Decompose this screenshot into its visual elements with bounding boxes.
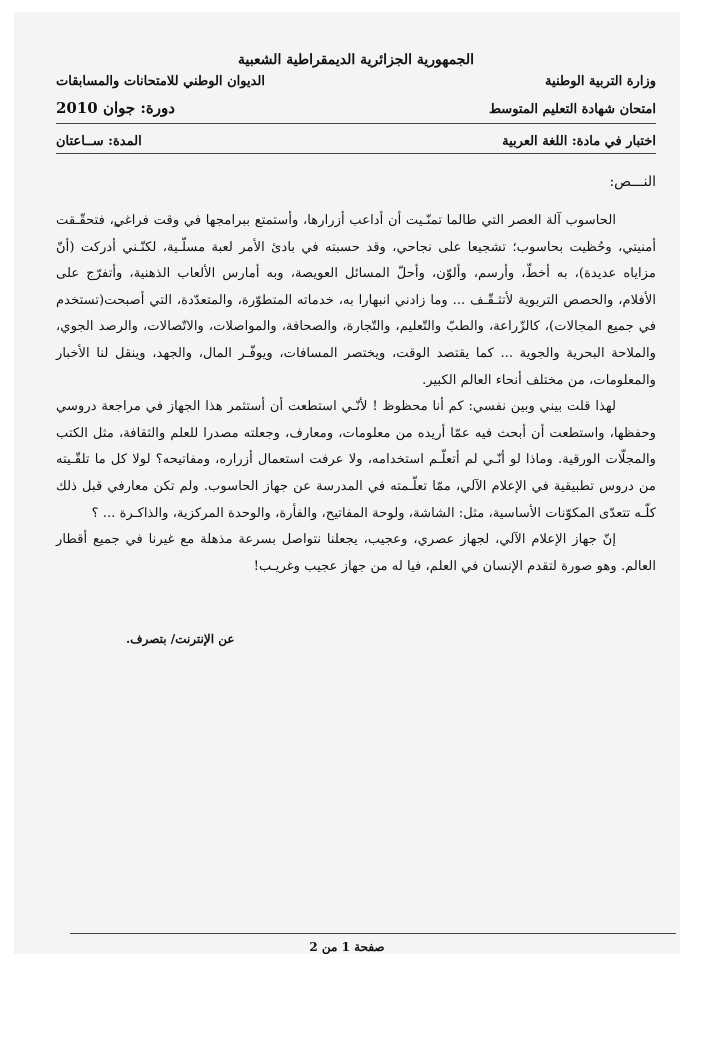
office-name: الديوان الوطني للامتحانات والمسابقات [56,74,265,89]
header-row-3 [56,134,656,149]
republic-title: الجمهورية الجزائرية الديمقراطية الشعبية [237,52,474,68]
text-label: النـــص: [609,174,656,190]
paragraph: الحاسوب آلة العصر التي طالما تمنّـيت أن أداعب أزرارها، وأستمتع ببرامجها في وقت فراغي، فتحقّـقت أمنيتي، وحُظيت بحاسوب؛ تشجيعا على نجاحي، وقد حسبته في بادئ الأمر لعبة مسلّـية، لكنّـني أدركت (أنّ مزاياه عديدة)، به أخطّ، وأرسم، وألوّن، وأحلّ المسائل العويصة، وبه أمارس الألعاب الذهنية، وأتفرّج على الأفلام، والحصص التربوية لأتثـقّـف ... وما زادني انبهارا به، خدماته المتطوّرة، والمتعدّدة، التي أصبحت(تستخدم في جميع المجالات)، كالزّراعة، والطبّ والتّعليم، والتّجارة، والصحافة، والمواصلات، والاتّصالات، والرصد الجوي، والملاحة البحرية والجوية ... كما يقتصد الوقت، ويختصر المسافات، ويوفّـر المال، والجهد، وينقل لنا الأخبار والمعلومات، من مختلف أنحاء العالم الكبير. [56,213,656,388]
ministry-name: وزارة التربية الوطنية [545,74,656,89]
header-row-1 [56,74,656,89]
page-number: صفحة 1 من 2 [309,940,385,954]
subject-divider [56,153,656,154]
exam-session: دورة: جوان 2010 [56,99,175,117]
exam-name: امتحان شهادة التعليم المتوسط [488,102,656,117]
exam-duration: المدة: ســاعتان [56,134,142,149]
scanned-page [14,12,680,954]
footer-divider [70,933,676,934]
paragraph: لهذا قلت بيني وبين نفسي: كم أنا محظوظ ! لأنّـي استطعت أن أستثمر هذا الجهاز في مراجعة دروسي وحفظها، واستطعت أن أبحث فيه عمّا أريده من معلومات، ومعارف، وجعلته مصدرا للعلم والثقافة، مثل الكتب والمجلّات الورقية. وماذا لو أنّـي لم أتعلّـم استخدامه، ولا عرفت استعمال أزراره، ومفاتيحه؟ لولا كل ما تلقّـيته من دروس تطبيقية في الإعلام الآلي، ممّا تعلّـمته في المدرسة عن جهاز الحاسوب. ولم تكن معارفي قبل ذلك كلّـه تتعدّى المكوّنات الأساسية، مثل: الشاشة، ولوحة المفاتيح، والفأرة، والوحدة المركزية، والذاكـرة ... ؟ [56,399,656,521]
source-citation: عن الإنترنت/ بتصرف. [126,632,235,647]
exam-subject: اختبار في مادة: اللغة العربية [502,134,656,149]
paragraph: إنّ جهاز الإعلام الآلي، لجهاز عصري، وعجيب، يجعلنا نتواصل بسرعة مذهلة مع غيرنا في جميع أقطار العالم. وهو صورة لتقدم الإنسان في العلم، فيا له من جهاز عجيب وغريـب! [56,532,656,574]
exam-page [56,52,656,646]
text-body [56,208,656,580]
header-divider [56,123,656,124]
header-row-2 [56,99,656,117]
